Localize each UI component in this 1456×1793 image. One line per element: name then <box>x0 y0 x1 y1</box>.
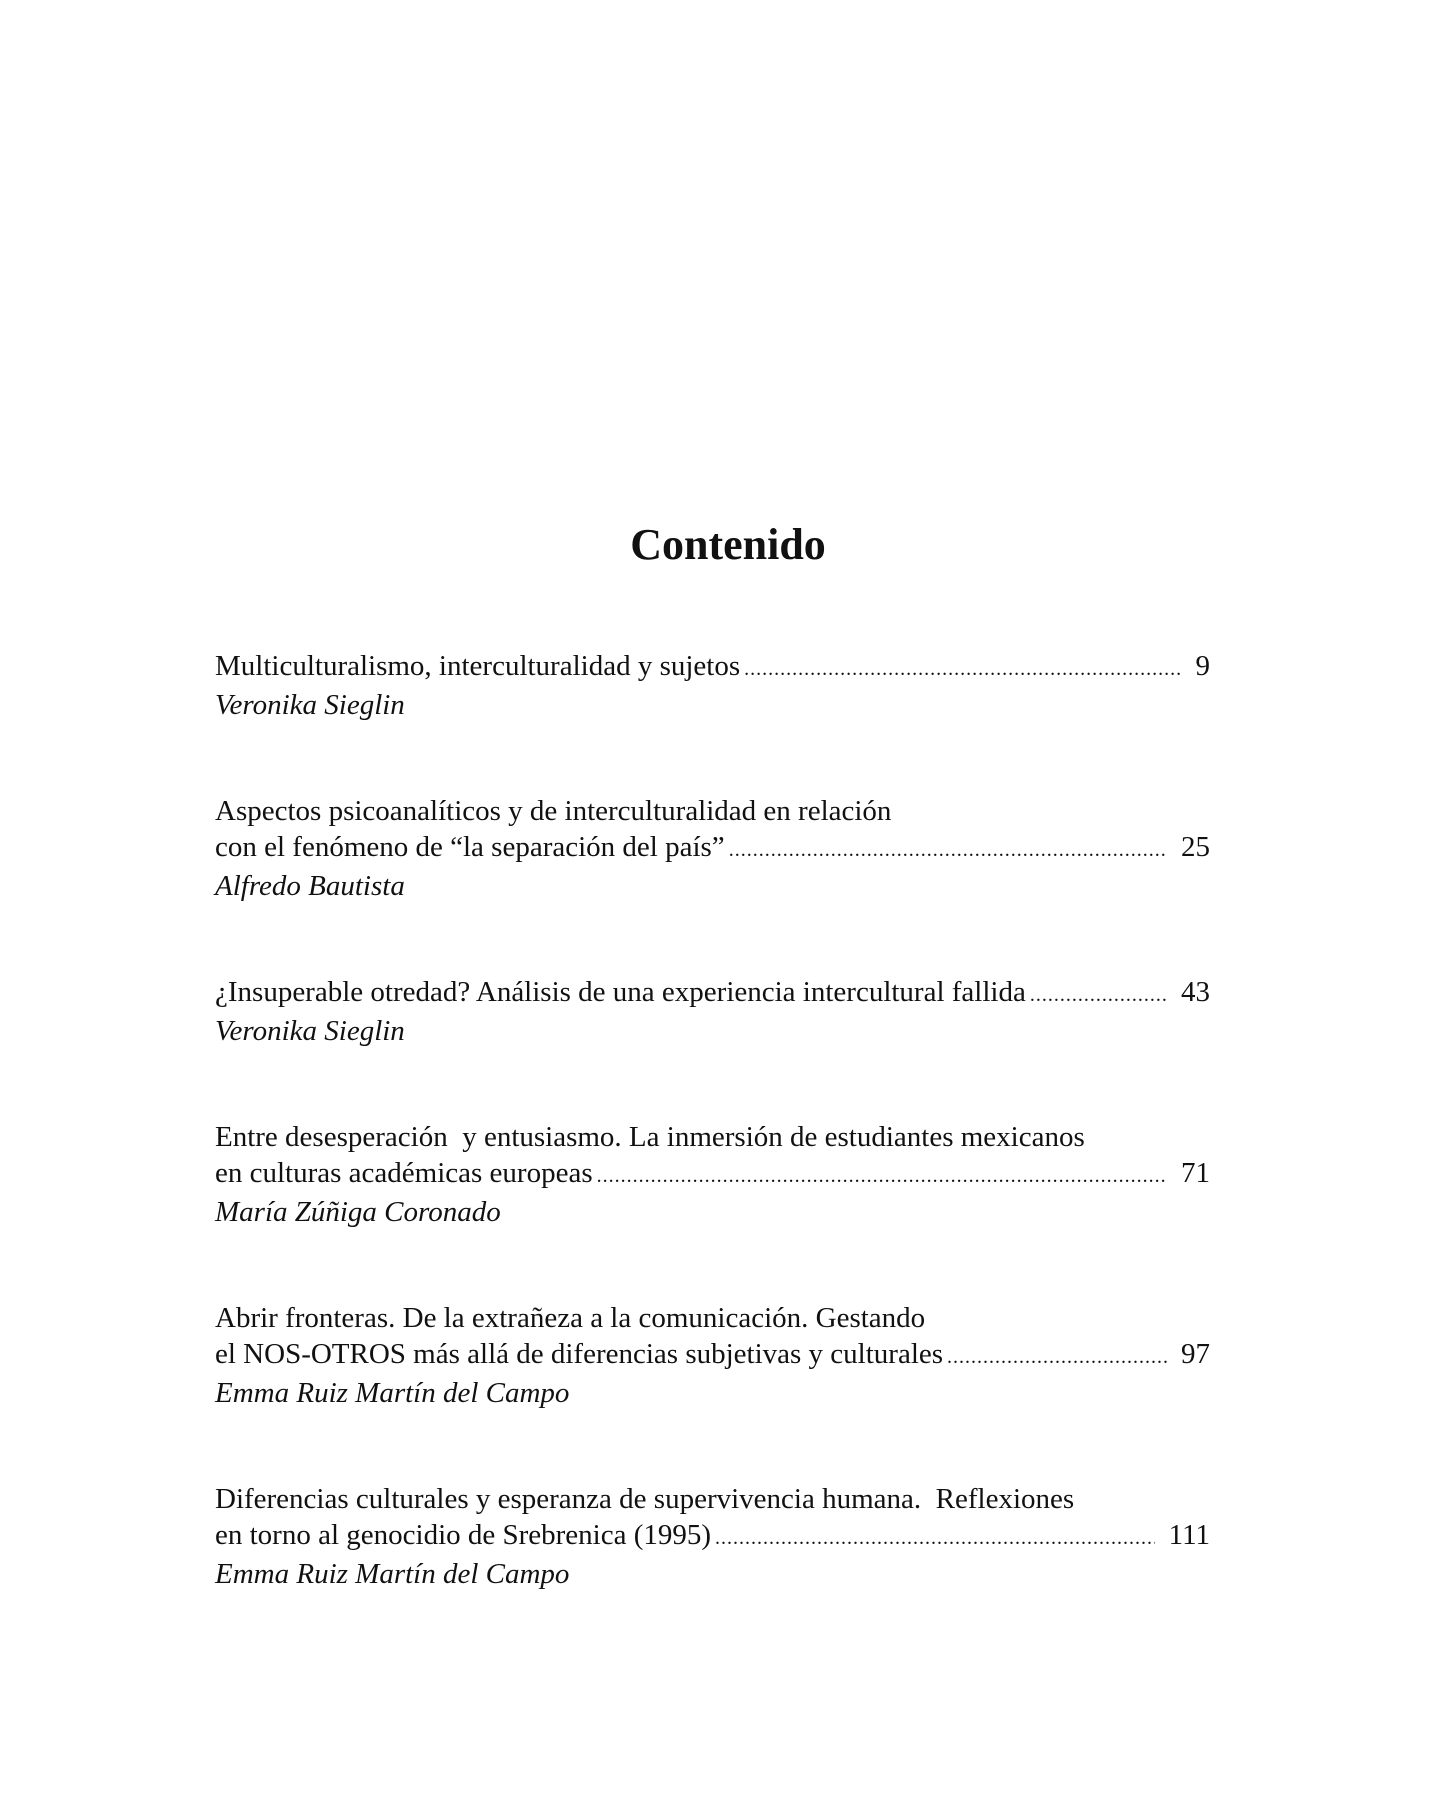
toc-entry[interactable] <box>215 648 1210 723</box>
toc-entry-title-line <box>215 1300 1210 1336</box>
toc-entry-title: en torno al genocidio de Srebrenica (1995) <box>215 1519 712 1551</box>
leader-dots <box>1030 977 1167 1013</box>
toc-entry-title: con el fenómeno de “la separación del país” <box>215 831 725 863</box>
toc-entry-title: Entre desesperación y entusiasmo. La inmersión de estudiantes mexicanos <box>215 1121 1085 1153</box>
toc-entry-title-line <box>215 648 1210 687</box>
toc-entry-title: Abrir fronteras. De la extrañeza a la comunicación. Gestando <box>215 1302 926 1334</box>
toc-entry-title-line <box>215 1481 1210 1517</box>
toc-entry-title-line <box>215 793 1210 829</box>
toc-entry-title: en culturas académicas europeas <box>215 1157 593 1189</box>
toc-entry-title-line <box>215 1119 1210 1155</box>
toc-entry[interactable] <box>215 793 1210 904</box>
toc-entry-title-line <box>215 829 1210 868</box>
leader-dots <box>597 1158 1167 1194</box>
toc-entry-title-line <box>215 1155 1210 1194</box>
toc-entry-page: 25 <box>1181 831 1210 863</box>
toc-entry-title: ¿Insuperable otredad? Análisis de una experiencia intercultural fallida <box>215 976 1026 1008</box>
toc-entry-title-line <box>215 974 1210 1013</box>
toc-entry-author: Veronika Sieglin <box>215 689 405 721</box>
toc-entry-title: Aspectos psicoanalíticos y de interculturalidad en relación <box>215 795 892 827</box>
leader-dots <box>715 1520 1155 1556</box>
leader-dots <box>947 1339 1167 1375</box>
toc-entry[interactable] <box>215 1119 1210 1230</box>
toc-entry-title-line <box>215 1517 1210 1556</box>
leader-dots <box>729 832 1167 868</box>
toc-entry-title: Diferencias culturales y esperanza de supervivencia humana. Reflexiones <box>215 1483 1075 1515</box>
toc-entry-title-line <box>215 1336 1210 1375</box>
leader-dots <box>744 651 1181 687</box>
toc-entry-author: Alfredo Bautista <box>215 870 405 902</box>
toc-entry-author: Emma Ruiz Martín del Campo <box>215 1558 570 1590</box>
toc-entry[interactable] <box>215 1300 1210 1411</box>
toc-entry-author: Veronika Sieglin <box>215 1015 405 1047</box>
table-of-contents <box>215 648 1210 1592</box>
toc-entry-page: 9 <box>1195 650 1210 682</box>
toc-entry-page: 97 <box>1181 1338 1210 1370</box>
toc-entry-page: 111 <box>1168 1519 1210 1551</box>
toc-entry[interactable] <box>215 974 1210 1049</box>
toc-entry-title: Multiculturalismo, interculturalidad y sujetos <box>215 650 741 682</box>
toc-entry-author: Emma Ruiz Martín del Campo <box>215 1377 570 1409</box>
toc-entry-page: 71 <box>1181 1157 1210 1189</box>
page-title: Contenido <box>630 520 826 569</box>
toc-entry-page: 43 <box>1181 976 1210 1008</box>
toc-entry[interactable] <box>215 1481 1210 1592</box>
toc-entry-title: el NOS-OTROS más allá de diferencias subjetivas y culturales <box>215 1338 944 1370</box>
toc-entry-author: María Zúñiga Coronado <box>215 1196 501 1228</box>
